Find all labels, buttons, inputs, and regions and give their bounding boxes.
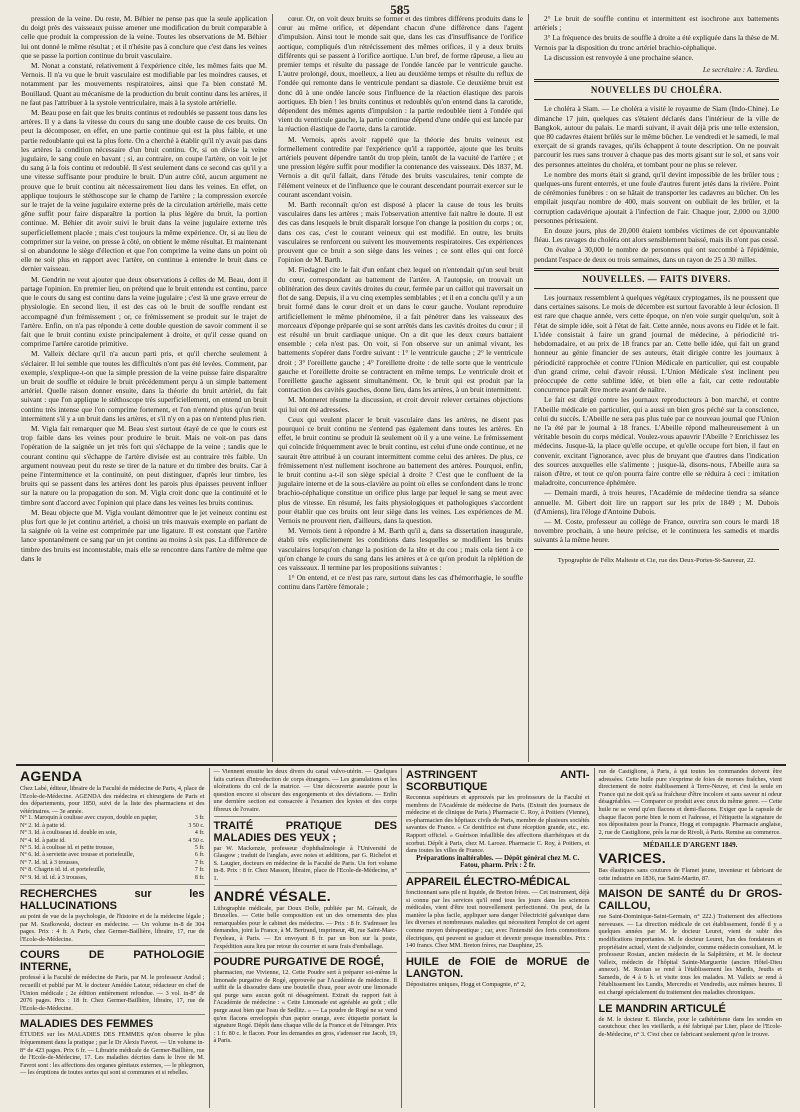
price-item: N° 3. Id. à coulisseau id. double en soie,: [20, 830, 117, 837]
ad-column-1: [16, 768, 209, 1108]
paragraph: M. Fiedagnel cite le fait d'un enfant chez lequel on n'entendait qu'un seul bruit du cœur, correspondant au battement de l'artère. A l'autopsie, on trouvait un oblitération des deux cavités droites du cœur, fermée par un caillot qui traversait un flot de sang. Depuis, il a vu cinq exemples semblables ; et il en a conclu qu'il y a un bruit formé dans le cœur droit et un dans le cœur gauche. Voulant reproduire artificiellement le même phénomène, il a fait pénétrer dans les vaisseaux des morceaux d'éponge préparée qui se sont arrêtés dans les cavités droites du cœur ; il est résulté un bruit cardiaque unique. On a dit que les deux cœurs battaient ensemble ; cela n'est pas. On voit, si l'on observe sur un animal vivant, les battements s'opérer dans l'ordre suivant : 1° le ventricule gauche ; 2° le ventricule droit ; 3° l'oreillette gauche ; 4° l'oreillette droite : de telle sorte que le ventricule gauche et l'oreillette droite se contractent en même temps. Le ventricule droit et l'oreillette gauche agissent simultanément. Or, le bruit qui est produit par la contraction des cavités gauches, donne lieu, dans les artères, à un bruit intermittent.: [278, 265, 523, 395]
ad-text: professé à la Faculté de médecine de Paris, par M. le professeur Andral ; recueilli et publié par M. le docteur Amédée Latour, rédacteur en chef de l'Union médicale ; 2e édition entièrement refondue. — 3 vol. in-8° de 2076 pages. Prix : 18 fr. Chez Germer-Baillière, libraire, 17, rue de l'Ecole-de-Médecine.: [20, 974, 205, 1012]
price-item: N° 8. Chagrin id. id. et portefeuille,: [20, 867, 106, 874]
price-row: [20, 867, 205, 874]
ad-astringent: [406, 769, 590, 873]
ad-text: ÉTUDES sur les MALADIES DES FEMMES qu'on observe le plus fréquemment dans la pratique ; par le Dr Alexis Favrot. — Un volume in-8° de 423 pages. Prix 6 fr. — Librairie médicale de Germer-Baillière, rue de l'Ecole-de-Médecine, 17. Les maladies décrites dans le livre de M. Favrot sont : les affections des organes génitaux externes, — le phlegmon, — les éruptions de toutes sortes qui sont si communes et si rebelles.: [20, 1031, 205, 1077]
ad-title: MAISON DE SANTÉ du Dr GROS-CAILLOU,: [598, 888, 782, 913]
ad-huile-foie-morue: [406, 956, 590, 991]
price-value: 8 fr.: [194, 874, 205, 881]
paragraph: M. Nonat a constaté, relativement à l'expérience citée, les mêmes faits que M. Vernois. Il n'a vu que le bruit vasculaire est modifiable par les moindres causes, et notamment par les mouvements respiratoires, ainsi que l'a bien constaté M. Bouillaud. Quant au mécanisme de la production du bruit continu dans les artères, il ne faut pas l'attribuer à la systole ventriculaire, mais à la systole artérielle.: [21, 61, 267, 107]
price-item: N° 1. Maroquin à coulisse avec crayon, double en papier,: [20, 815, 158, 822]
paragraph: M. Valleix déclare qu'il n'a aucun parti pris, et qu'il cherche seulement à s'éclairer. Il lui semble que toutes les difficultés n'ont pas été levées. Comment, par exemple, s'explique-t-on que la simple pression de la veine puisse faire disparaître un bruit de souffle et réduire le bruit précédemment perçu à un simple battement artériel. Quelle raison donner ensuite, dans la théorie du bruit artériel, du fait suivant : que l'on applique le stéthoscope très superficiellement, on entend un bruit continu très intense que l'on comprime fortement, et l'on n'entend plus qu'un bruit intermittent s'il y a un bruit dans les artères, et s'il n'y en a pas on n'entend plus rien.: [21, 349, 267, 423]
ad-andre-vesale: [214, 889, 398, 954]
ad-huile-continuation: [599, 768, 783, 839]
ad-agenda: [20, 769, 205, 885]
ad-title: RECHERCHES sur les HALLUCINATIONS: [20, 888, 205, 913]
ad-title: COURS DE PATHOLOGIE INTERNE,: [20, 949, 205, 974]
paragraph: M. Vernois, après avoir rappelé que la théorie des bruits veineux est formellement contredite par l'expérience qu'il a rapportée, ajoute que les bruits artériels peuvent dépendre tantôt du trop plein, tantôt de la vacuité de l'artère ; et une pression légère suffit pour modifier la contenance des vaisseaux. Dès 1837, M. Vernois a dit qu'il fallait, dans l'étude des bruits vasculaires, tenir compte de l'élément veineux et de l'influence que le courant descendant pourrait exercer sur le courant ascendant voisin.: [278, 134, 523, 199]
price-row: [20, 852, 205, 859]
paragraph: M. Gendrin ne veut ajouter que deux observations à celles de M. Beau, dont il partage l'opinion. En premier lieu, on prétend que le bruit entendu est continu, parce que le cours du sang est continu dans la veine jugulaire ; c'est là une grave erreur de physiologie. En second lieu, il est des cas où le bruit de souffle rendant est accompagné d'un frémissement ; or, ce frémissement se produit sur le trajet de l'artère. Enfin, on n'a pas répondu à cette double question de savoir comment il se fait que le bruit continu existe principalement à droite, et qu'il cesse quand on comprime l'artère carotide primitive.: [21, 274, 267, 349]
ad-pathologie: [20, 949, 205, 1015]
price-item: N° 2. Id. à patte id.: [20, 822, 66, 829]
price-row: [20, 830, 205, 837]
paragraph: Ceux qui veulent placer le bruit vasculaire dans les artères, ne disent pas pourquoi ce bruit continu ne s'entend pas également dans toutes les artères. En effet, le bruit continu se produit là seulement où il y a une veine. Le frémissement qui coïncide fréquemment avec le bruit continu, est celui d'une onde continue, et ne saurait être attribué à un courant intermittent comme celui des artères. De plus, ce frémissement n'est nullement isochrone au battement des artères. Pourquoi, enfin, le bruit continu a-t-il son siège spécial à droite ? C'est que le confluent de la jugulaire interne et de la sous-clavière au point où elles se confondent dans le tronc brachio-céphalique constitue un orifice plus large par lequel le sang se meut avec plus de vitesse. En résumé, les faits physiologiques et pathologiques s'accordent pour établir que ces bruits ont leur siège dans les veines. Les expériences de M. Vernois ne prouvent rien, d'ailleurs, dans la question.: [278, 414, 523, 525]
ad-title: ANDRÉ VÉSALE.: [213, 887, 331, 904]
paragraph: 1° On entend, et ce n'est pas rare, surtout dans les cas d'hémorrhagie, le souffle continu dans l'artère fémorale ;: [278, 573, 523, 592]
ad-title: ASTRINGENT ANTI-SCORBUTIQUE: [406, 769, 590, 793]
ad-hallucinations: [20, 888, 205, 946]
price-row: [20, 838, 205, 845]
section-heading-news: NOUVELLES. — FAITS DIVERS.: [582, 273, 731, 284]
ad-text: pharmacien, rue Vivienne, 12. Cette Poudre sert à préparer soi-même la limonade purgative de Rogé, approuvée par l'Académie de médecine. Il suffit de la dissoudre dans une bouteille d'eau, pour avoir une limonade qui purge sans aucun goût ni désagrément. Extrait du rapport fait à l'Académie de médecine : « Cette Limonade est agréable au goût ; elle purge aussi bien que l'eau de Sedlitz. » — La poudre de Rogé ne se vend qu'en flacons enveloppés d'un papier orange, avec étiquette portant la signature Rogé. Dépôt dans chaque ville de la France et de l'étranger. Prix : 1 fr. 80 c. le flacon. Pour les demandes en gros, s'adresser rue Jacob, 19, à Paris.: [213, 969, 397, 1045]
paragraph: M. Beau pose en fait que les bruits continus et redoublés se passent tous dans les artères. Il y a dans la vitesse du cours du sang une double cause de ces bruits. On peut la décomposer, en effet, en une partie continue qui est la plus faible, et une partie redoublante qui est la plus forte. On a cherché à établir qu'il n'y avait pas dans les artères la condition nécessaire d'un bruit continu. Or, si on divise la veine jugulaire, le sang coule en bavant ; si, au contraire, on coupe l'artère, on voit le jet du sang à la fois continu et redoublé. Il s'est seulement dans ce second cas qu'il y a une vitesse suffisante pour produire le bruit. D'un autre côté, aucun argument ne prouve que le bruit continu ait nécessairement lieu dans les veines. En effet, on applique toujours le stéthoscope sur le champ de l'artère ; la compression exercée sur le trajet de la veine jugulaire externe près de la circulation artérielle, mais cette gêne suffit pour faire disparaître la portion la plus légère du bruit, la portion continue. M. Béhier dit avoir suivi le bruit dans la veine jugulaire externe très superficiellement placée ; mais c'est toujours la même expérience. Or, si au lieu de comprimer sur la veine, on presse à côté, on obtient le même résultat. Et maintenant si on abandonne le siège d'élection et que l'on comprime la veine dans un point où elle ne soit plus en rapport avec l'artère, on continue à entendre le bruit dans ce dernier vaisseau.: [21, 108, 267, 274]
ad-title: POUDRE PURGATIVE DE ROGÉ,: [213, 956, 384, 969]
ad-maison-sante: [599, 888, 783, 1000]
price-value: 5 fr.: [194, 845, 205, 851]
ad-title: VARICES.: [598, 849, 666, 866]
price-list: [20, 815, 205, 882]
ad-maladies-femmes: [20, 1018, 205, 1079]
ad-text: fonctionnant sans pile ni liquide, de Breton frères. — Cet instrument, déjà si connu par les services qu'il rend tous les jours dans les sciences médicales, vient d'être tout nouvellement perfectionné. On peut, de la manière la plus facile, appliquer sans danger l'électricité galvanique dans les diverses et nombreuses maladies qui nécessitent l'emploi de cet agent comme moyen thérapeutique ; car, avec l'intensité des forts commotions électriques, qui peuvent se graduer et devenir presque insensibles. Prix : 140 francs. Chez MM. Breton frères, rue Dauphine, 25.: [406, 888, 590, 950]
paragraph: 2° Le bruit de souffle continu et intermittent est isochrone aux battements artériels ;: [534, 14, 779, 33]
ad-title: AGENDA: [20, 768, 83, 784]
section-heading-cholera: NOUVELLES DU CHOLÉRA.: [590, 85, 723, 96]
printer-imprint: Typographie de Félix Malteste et Cie, rue des Deux-Portes-St-Sauveur, 22.: [557, 556, 756, 564]
divider: [534, 549, 779, 550]
paragraph: En douze jours, plus de 20,000 étaient tombées victimes de cet épouvantable fléau. Les ravages du choléra ont alors sensiblement baissé, mais ils n'ont pas cessé.: [534, 226, 779, 245]
ad-continuation: [214, 768, 398, 817]
divider: [534, 79, 779, 82]
paragraph: — Demain mardi, à trois heures, l'Académie de médecine tiendra sa séance annuelle. M. Gibert doit lire un rapport sur les prix de 1849 ; M. Dubois (d'Amiens), lira l'éloge d'Antoine Dubois.: [534, 488, 779, 516]
paragraph: 3° La fréquence des bruits de souffle à droite a été expliquée dans la thèse de M. Vernois par la disposition du tronc artériel brachio-céphalique.: [534, 33, 779, 52]
paragraph: Les journaux ressemblent à quelques végétaux cryptogames, ils ne poussent que dans certaines saisons. Le mois de décembre est surtout favorable à leur éclosion. Il est rare que chaque année, vers cette époque, on n'en voie surgir quelqu'un, soit à l'état de simple idée, soit à l'état de fait. Cette année, nous avons eu l'idée et le fait. L'idée consistait à faire un grand journal de médecine, à périodicité tri-hebdomadaire, et au prix de 18 francs par an. Cette belle idée, qui fait un grand honneur au génie financier de ses auteurs, était dirigée contre les journaux à périodicité rapprochée et contre l'Union Médicale en particulier, qui est coupable d'un grand crime, celui d'avoir réussi. L'Union Médicale s'est inclinent peu préoccupée de cette sublime idée, et bien elle a fait, car cette redoutable concurrence paraît être morte avant de naître.: [534, 293, 779, 395]
price-item: N° 6. Id. à serviette avec trousse et portefeuille,: [20, 852, 135, 859]
ad-text: Lithographie médicale, par Doux Dolle, publiée par M. Gérault, de Bruxelles. — Cette belle composition est un des ornements des plus remarquables pour le cabinet des médecins. — Prix : 8 fr. S'adresser les demandes, joint la France, à M. Bertrand, imprimeur, 48, rue Saint-Marc-Feydeau, à Paris. — En envoyant 8 fr. par un bon sur la poste, l'expédition aura lieu par retour du courrier et sans frais d'emballage.: [213, 904, 397, 950]
ad-appareil-electro: [406, 876, 590, 953]
column-2: [272, 14, 528, 762]
price-item: N° 4. Id. à patte id.: [20, 837, 66, 844]
paragraph: Le nombre des morts était si grand, qu'il devint impossible de les brûler tous ; quelques-uns furent enterrés, et une foule d'autres furent jetés dans la rivière. Point de cérémonies funèbres : on se hâtait de transporter les cadavres au bûcher. On les empilait jusqu'au nombre de 400, mais souvent on oubliait de les brûler, et la corruption cadavérique ajoutait à l'infection de l'air. Chaque jour, 2,000 ou 3,000 personnes périssaient.: [534, 169, 779, 225]
ad-title: LE MANDRIN ARTICULÉ: [598, 1002, 726, 1015]
price-value: 4 fr.: [194, 830, 205, 837]
ad-text: Reconnus supérieurs et approuvés par les professeurs de la Faculté et membres de l'Académie de médecine de Paris. (Extrait des journaux de médecine et de clinique de Paris.) Pharmacie C. Roy, à Poitiers (Vienne), ex-pharmacien des hôpitaux civils de Paris, membre de plusieurs sociétés savantes de France. « Ce dentifrice est d'une réception grande, etc., etc. Rapport officiel. » Guérison infaillible des affections diarrhéiques et du scorbut. Dépôt à Paris, chez M. Laroze. Pharmacie C. Roy, à Poitiers, et dans toutes les villes de France.: [406, 794, 590, 855]
column-3: [528, 14, 784, 762]
paragraph: — M. Coste, professeur au collège de France, ouvrira son cours le mardi 18 novembre prochain, à une heure précise, et le continuera les samedis et mardis suivants à la même heure.: [534, 516, 779, 545]
ad-text: Bas élastiques sans coutures de Flamet jeune, inventeur et fabricant de cette industrie en 1836, rue Saint-Martin, 87.: [598, 866, 782, 882]
price-value: 4 50 c.: [188, 837, 205, 844]
price-value: 7 fr.: [194, 867, 205, 874]
paragraph: M. Vigla fait remarquer que M. Beau s'est surtout étayé de ce que le cours est trop faible dans les veines pour produire le bruit. Mais ne voit-on pas dans l'opération de la saignée un jet très fort qui s'échappe de la veine ; tandis que le courant continu qui s'échappe de l'artère divisée est au contraire très faible. Un argument nouveau peut du reste se tirer de la nature et du timbre des bruits. Car à peine l'intermittence et la continuité, on peut distinguer, d'après leur timbre, les bruits qui se passent dans les artères dont les parois plus épaisses peuvent influer sur la nature ou la propagation du son. M. Vigla croit donc que la continuité et le timbre sont d'accord avec l'opinion qui place dans les veines les bruits continus.: [21, 423, 267, 507]
advertisements: [16, 768, 786, 1108]
ad-text: au point de vue de la psychologie, de l'histoire et de la médecine légale ; par M. Szafkowski, docteur en médecine. — Un volume in-8 de 304 pages. Prix : 4 fr. A Paris, chez Germer-Baillière, libraire, 17, rue de l'Ecole-de-Médecine.: [20, 913, 205, 943]
paragraph: Le fait est dirigé contre les journaux reproducteurs à bon marché, et contre l'Abeille médicale en particulier, qui a aussi un bien gros péché sur la conscience, celui du succès. L'Abeille ne sera pas plus tuée par ce nouveau journal que l'Union ne l'a été par le journal à 18 francs. L'Abeille répond malheureusement à un véritable besoin du corps médical. Voulez-vous apauvrir l'Abeille ? Enrichissez les médecins. Jusque-là, la place qu'elle occupe, et qu'elle occupe fort bien, il faut en convenir, excitant l'ignorance, avec plus de bruyant que d'autres dans l'indication des sources auxquelles elle s'alimente ; jusque-là, disons-nous, l'Abeille aura sa raison d'être, et tout ce qu'on pourra faire contre elle se réduira à ceci : imitation maladroite, concurrence éphémère.: [534, 395, 779, 488]
paragraph: pression de la veine. Du reste, M. Béhier ne pense pas que la seule application du doigt près des vaisseaux puisse amener une modification du bruit comparable à celle que produit la compression de la veine. Toutes les observations de M. Béhier lui ont donné le même résultat ; et il n'hésite pas à conclure que c'est dans les veines que se passe la portion continue du bruit vasculaire.: [21, 14, 267, 60]
divider: [534, 288, 779, 289]
ad-text: rue Saint-Dominique-Saint-Germain, n° 222.) Traitement des affections nerveuses. — La direction médicale de cet établissement, fondé il y a quelques années par M. le docteur Leuret, vient de subir des modifications importantes. M. le docteur Leuret, l'un des fondateurs et propriétaire actuel, vient de s'adjoindre, comme médecin consultant, M. le professeur Rostan, ancien médecin de la Salpêtrière, et M. le docteur Valleix, médecin de l'hôpital Sainte-Marguerite (ancien Hôtel-Dieu annexe). M. Rostan se rend à l'établissement les Mardis, Jeudis et Samedis, de 4 à 6 h. et visite tous les malades. M. Valleix se rend à l'établissement les Lundis, Mercredis et Vendredis, aux mêmes heures. Il est chargé spécialement du traitement des maladies chroniques.: [598, 913, 782, 997]
column-1: [16, 14, 272, 762]
ad-traite-yeux: [214, 820, 398, 886]
divider: [534, 268, 779, 271]
page-number: 585: [390, 2, 410, 17]
ad-column-4: [594, 768, 787, 1108]
paragraph: On évalue à 30,000 le nombre de personnes qui ont succombé à l'épidémie, pendant l'espace de deux ou trois semaines, dans un rayon de 25 à 30 milles.: [534, 245, 779, 264]
ad-text: par W. Mackenzie, professeur d'ophthalmologie à l'Université de Glasgow ; traduit de l'anglais, avec notes et additions, par G. Richelot et S. Laugier, docteurs en médecine de la Faculté de Paris. Un fort volume in-8. Prix : 8 fr. Chez Masson, libraire, place de l'Ecole-de-Médecine, n° 1.: [213, 844, 397, 882]
price-value: 3 50 c.: [188, 822, 205, 829]
ad-medal-heading: MÉDAILLE D'ARGENT 1849.: [643, 841, 738, 850]
price-row: [20, 815, 205, 822]
paragraph: M. Monneret résume la discussion, et croit devoir relever certaines objections qui lui ont été adressées.: [278, 395, 523, 414]
ad-mandrin-articule: [599, 1003, 783, 1041]
ad-title: TRAITÉ PRATIQUE DES MALADIES DES YEUX ;: [213, 819, 397, 844]
price-item: N° 7. Id. id. à 3 trousses,: [20, 859, 80, 866]
ad-text: de M. le docteur E. Blanche, pour le cathétérisme dans les sondes en caoutchouc chez les vieillards, a été fabriqué par Lüer, place de l'Ecole-de-Médecine, n° 3. C'est chez ce fabricant seulement qu'on le trouve.: [598, 1015, 782, 1038]
ad-text: Dépositaires uniques, Hogg et Compagnie, n° 2,: [406, 980, 526, 988]
ad-text: — Viennent ensuite les deux divers du canal vulvo-utérin. — Quelques faits curieux d'introduction de corps étrangers. — Les granulations et les ulcérations du col de la matrice. — Une découverte assurée pour la question encore si obscure des engorgements et des déviations. — Enfin une dernière section est consacrée à l'examen des kystes et des corps fibreux de l'ovaire.: [213, 768, 397, 813]
ad-poudre-purgative: [214, 956, 398, 1047]
price-value: 3 fr.: [194, 815, 205, 822]
ad-varices: [599, 842, 783, 885]
paragraph: cœur. Or, on voit deux bruits se former et des timbres différens produits dans le cœur au même orifice, et dépendant chacun d'une différence dans l'agent d'impulsion. Ainsi tout le monde sait que, dans les cas d'insuffisance de l'orifice aortique, compliqués d'un rétrécissement des mêmes orifices, il y a deux bruits différents qui se passent à l'orifice aortique. L'un bref, de forme râpeuse, a lieu au premier temps et résulte du passage de l'ondée lancée par le ventricule gauche. L'autre prolongé, doux, moelleux, a lieu au deuxième temps et résulte du reflux de l'ondée qui remonte dans le ventricule pendant sa diastole. Ce deuxième bruit est donc dû à une ondée lancée sous l'influence de la réaction élastique des parois aortiques. Eh bien ! les bruits continus et redoublés qu'on entend dans la carotide, dépendent des mêmes agents d'impulsion : la partie redoublée tient à l'ondée qui vient du ventricule gauche, la partie continue dépend d'une ondée qui est lancée par la réaction élastique de l'aorte, dans la carotide.: [278, 14, 523, 134]
ad-text: rue de Castiglione, à Paris, à qui toutes les commandes doivent être adressées. Cette huile pure s'exprime de foies de morues fraîches, vient directement de notre établissement à Terre-Neuve, et c'est la seule en France qui ne doit qu'à sa fraîcheur d'être incolore et sans saveur ni odeur désagréables. — Comparer ce produit avec ceux du même genre. — Cette huile ne se vend qu'en flacons et demi-flacons. Exiger que la capsule de chaque flacon porte bien le nom et l'adresse, et l'étiquette la signature de nos dépositaires pour la France, Hogg et compagnie. Pharmacie anglaise, 2, rue de Castiglione, près la rue de Rivoli, à Paris. Remise au commerce.: [598, 768, 782, 836]
paragraph: M. Barth reconnaît qu'on est disposé à placer la cause de tous les bruits vasculaires dans les artères ; mais l'observation attentive fait naître le doute. Il est des cas dans lesquels le bruit disparaît lorsque l'on change la position du corps ; or, dans ces cas, c'est le courant veineux qui est modifié. En outre, les bruits vasculaires se renforcent ou suivent les mouvements respiratoires. Ces expériences prouvent que ce bruit a son siège dans les veines ; ce sont elles qui ont forcé l'opinion de M. Barth.: [278, 200, 523, 265]
price-item: N° 9. Id. id. id. à 3 trousses,: [20, 874, 88, 881]
ad-title: HUILE de FOIE de MORUE de LANGTON.: [406, 955, 590, 980]
paragraph: Le choléra à Siam. — Le choléra a visité le royaume de Siam (Indo-Chine). Le dimanche 17 juin, quelques cas s'étaient déclarés dans l'intérieur de la ville de Bangkok, autour du palais. Le mardi suivant, il avait déjà pris une telle extension, que 80 cadavres étaient brûlés sur le même bûcher. Le vendredi et le samedi, le mal exerçait de si grands ravages, qu'ils échappent à toute description. On ne pouvait parcourir les rues sans trouver à chaque pas des morts gisant sur le sol, et sans voir des personnes atteintes du choléra, et tombant pour ne plus se relever.: [534, 104, 779, 169]
article-columns: [16, 14, 786, 762]
ad-title: APPAREIL ÉLECTRO-MÉDICAL: [406, 875, 570, 888]
secretary-signature: Le secrétaire : A. Tardieu.: [702, 65, 779, 75]
ad-text: Chez Labé, éditeur, libraire de la Faculté de médecine de Paris, 4, place de l'Ecole-de-Médecine. AGENDA des médecins et chirurgiens de Paris et des départements, pour 1850, suivi de la liste des pharmaciens et des vétérinaires. — 3e année.: [20, 785, 205, 815]
price-item: N° 5. Id. à coulisse id. et petite trousse,: [20, 845, 115, 851]
ads-separator: [16, 764, 786, 766]
ad-column-3: [401, 768, 594, 1108]
divider: [534, 99, 779, 100]
ad-column-2: [209, 768, 402, 1108]
ad-subtitle: Préparations inaltérables. — Dépôt général chez M. C. Fatou, pharm. Prix : 2 fr.: [416, 853, 580, 870]
price-value: 7 fr.: [194, 859, 205, 866]
price-row: [20, 875, 205, 882]
paragraph: M. Beau objecte que M. Vigla voulant démontrer que le jet veineux continu est plus fort que le jet continu artériel, a choisi un très mauvais exemple en parlant de la saignée où la veine est comprimée par une ligature. Il est constant que l'artère lance spontanément ce sang par un jet continu au moins à six pas. La différence de timbre des bruits est incontestable, mais elle se rencontre dans l'artère de même que dans le: [21, 507, 267, 563]
ad-title: MALADIES DES FEMMES: [20, 1018, 154, 1031]
paragraph: M. Vernois tient à répondre à M. Barth qu'il a, dans sa dissertation inaugurale, établi très explicitement les conditions dans lesquelles se modifient les bruits vasculaires lorsqu'on change la position de la tête et du cou ; mais cela tient à ce qu'on change le cours du sang dans les artères et à ce qu'on produit la réplétion de ces vaisseaux. Il termine par les propositions suivantes :: [278, 526, 523, 572]
price-value: 6 fr.: [194, 852, 205, 859]
paragraph: La discussion est renvoyée à une prochaine séance.: [544, 52, 694, 62]
